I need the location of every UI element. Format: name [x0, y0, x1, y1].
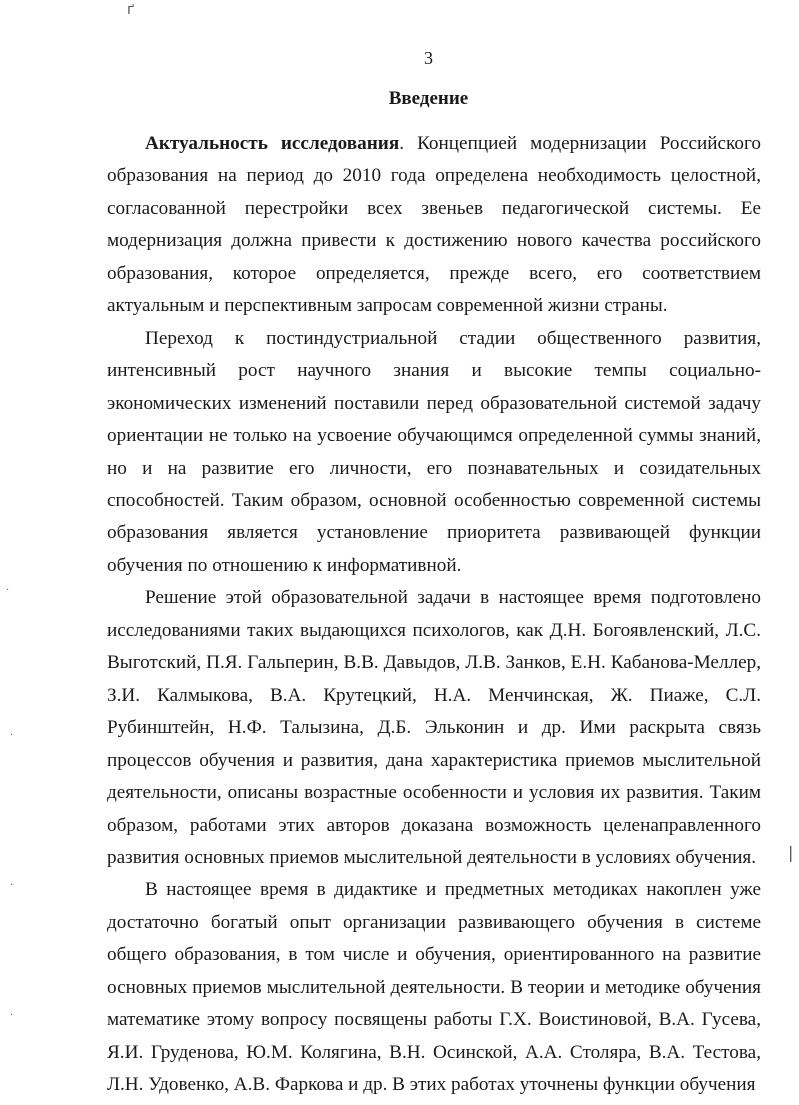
paragraph-text: . Концепцией модернизации Российского образования на период до 2010 года определена необходимость целостной, согласованной перестройки всех звеньев педагогической системы. Ее модернизация должна привести к достижению нового качества российского образования, которое определяется, прежде всего, его соответствием актуальным и перспективным запросам современной жизни страны. [107, 133, 761, 317]
scan-artifact-mark: · [10, 1010, 14, 1021]
paragraph: Переход к постиндустриальной стадии общественного развития, интенсивный рост научного знания и высокие темпы социально-экономических изменений поставили перед образовательной системой задачу ориентации не только на усвоение обучающимся определенной суммы знаний, но и на развитие его личности, его познавательных и созидательных способностей. Таким образом, основной особенностью современной системы образования является установление приоритета развивающей функции обучения по отношению к информативной. [107, 327, 761, 576]
paragraph: В настоящее время в дидактике и предметных методиках накоплен уже достаточно богатый опыт организации развивающего обучения в системе общего образования, в том числе и обучения, ориентированного на развитие основных приемов мыслительной деятельности. В теории и методике обучения математике этому вопросу посвящены работы Г.Х. Воистиновой, В.А. Гусева, Я.И. Груденова, Ю.М. Колягина, В.Н. Осинской, А.А. Столяра, В.А. Тестова, Л.Н. Удовенко, А.В. Фаркова и др. В этих работах уточнены функции обучения [107, 879, 761, 1096]
paragraph-lead: Актуальность исследования [145, 133, 400, 154]
paragraph-relevance [107, 128, 761, 323]
document-body [107, 128, 761, 1102]
scan-artifact-mark: · [10, 880, 14, 891]
page-title: Введение [388, 88, 469, 109]
scan-artifact-mark: ґ [127, 2, 135, 18]
scan-artifact-mark: · [10, 730, 14, 741]
page-number: 3 [424, 48, 433, 68]
paragraph: Решение этой образовательной задачи в настоящее время подготовлено исследованиями таких выдающихся психологов, как Д.Н. Богоявленский, Л.С. Выготский, П.Я. Гальперин, В.В. Давыдов, Л.В. Занков, Е.Н. Кабанова-Меллер, З.И. Калмыкова, В.А. Крутецкий, Н.А. Менчинская, Ж. Пиаже, С.Л. Рубинштейн, Н.Ф. Талызина, Д.Б. Эльконин и др. Ими раскрыта связь процессов обучения и развития, дана характеристика приемов мыслительной деятельности, описаны возрастные особенности и условия их развития. Таким образом, работами этих авторов доказана возможность целенаправленного развития основных приемов мыслительной деятельности в условиях обучения. [107, 587, 761, 868]
scan-artifact-mark: · [6, 585, 10, 596]
scan-artifact-mark: | [788, 843, 794, 862]
